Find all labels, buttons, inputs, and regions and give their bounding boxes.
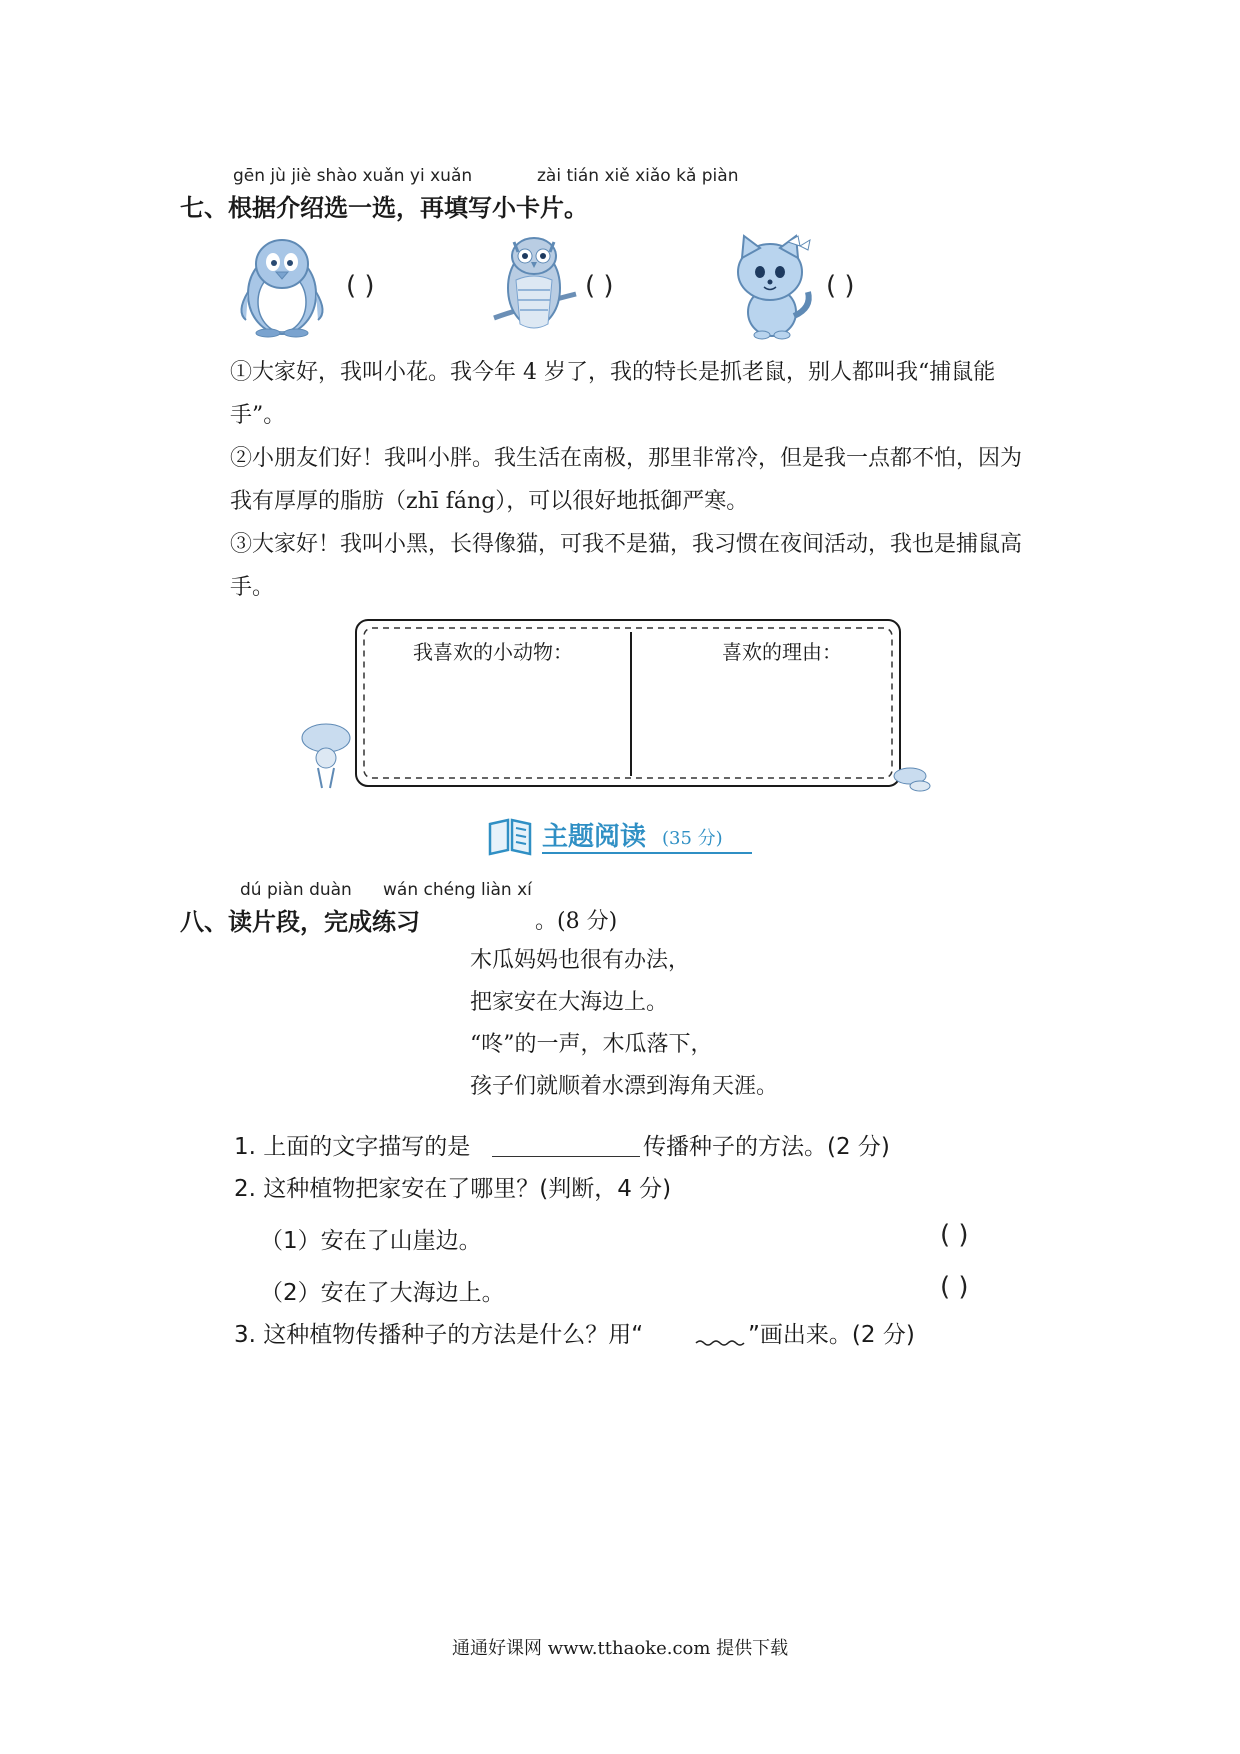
intro-3: ③大家好！我叫小黑，长得像猫，可我不是猫，我习惯在夜间活动，我也是捕鼠高手。 (230, 532, 1023, 600)
question-3-text-b: ”画出来。(2 分) (748, 1322, 915, 1348)
poem-line: 孩子们就顺着水漂到海角天涯。 (470, 1074, 779, 1099)
question-1-blank[interactable] (492, 1156, 640, 1157)
answer-blank-1[interactable]: ( ) (346, 271, 375, 301)
section8-heading: 八、读片段，完成练习 (180, 908, 420, 936)
book-icon (486, 816, 534, 856)
card-right-answer-area[interactable] (634, 660, 896, 770)
poem-line: “咚”的一声，木瓜落下， (470, 1032, 713, 1057)
footer-text: 通通好课网 www.tthaoke.com 提供下载 (452, 1638, 789, 1659)
poem-line: 把家安在大海边上。 (470, 990, 669, 1015)
option-1-text: （1）安在了山崖边。 (260, 1228, 482, 1254)
poem-line: 木瓜妈妈也很有办法， (470, 948, 691, 973)
question-1-text-b: 传播种子的方法。(2 分) (643, 1134, 890, 1160)
section8-score: 。(8 分) (535, 909, 618, 934)
option-2-blank[interactable]: ( ) (940, 1272, 969, 1302)
intro-2: ②小朋友们好！我叫小胖。我生活在南极，那里非常冷，但是我一点都不怕，因为我有厚厚的脂肪（zhī fáng），可以很好地抵御严寒。 (230, 446, 1023, 514)
banner-score: (35 分) (662, 828, 723, 849)
banner-title: 主题阅读 (542, 822, 647, 852)
section8-pinyin-b: wán chéng liàn xí (383, 880, 532, 900)
question-1-text-a: 1. 上面的文字描写的是 (234, 1134, 471, 1160)
card-left-label: 我喜欢的小动物： (413, 640, 573, 664)
penguin-icon (232, 232, 332, 340)
section7-pinyin-b: zài tián xiě xiǎo kǎ piàn (537, 166, 739, 186)
banner-underline (542, 852, 752, 854)
option-2-text: （2）安在了大海边上。 (260, 1280, 505, 1306)
poem (470, 940, 778, 1108)
section8-pinyin-a: dú piàn duàn (240, 880, 352, 900)
intro-1: ①大家好，我叫小花。我今年 4 岁了，我的特长是抓老鼠，别人都叫我“捕鼠能手”。 (230, 360, 996, 428)
answer-blank-2[interactable]: ( ) (585, 271, 614, 301)
wavy-line-icon (694, 1338, 746, 1348)
section7-pinyin-a: gēn jù jiè shào xuǎn yi xuǎn (233, 166, 473, 186)
answer-blank-3[interactable]: ( ) (826, 271, 855, 301)
owl-icon (488, 232, 580, 338)
question-2-text: 2. 这种植物把家安在了哪里？(判断，4 分) (234, 1176, 672, 1202)
theme-reading-banner (486, 814, 742, 854)
card-left-answer-area[interactable] (366, 660, 628, 770)
card-right-label: 喜欢的理由： (722, 640, 842, 664)
section7-heading: 七、根据介绍选一选，再填写小卡片。 (180, 194, 588, 222)
option-1-blank[interactable]: ( ) (940, 1220, 969, 1250)
cat-icon (728, 232, 816, 340)
question-3-text-a: 3. 这种植物传播种子的方法是什么？用“ (234, 1322, 644, 1348)
